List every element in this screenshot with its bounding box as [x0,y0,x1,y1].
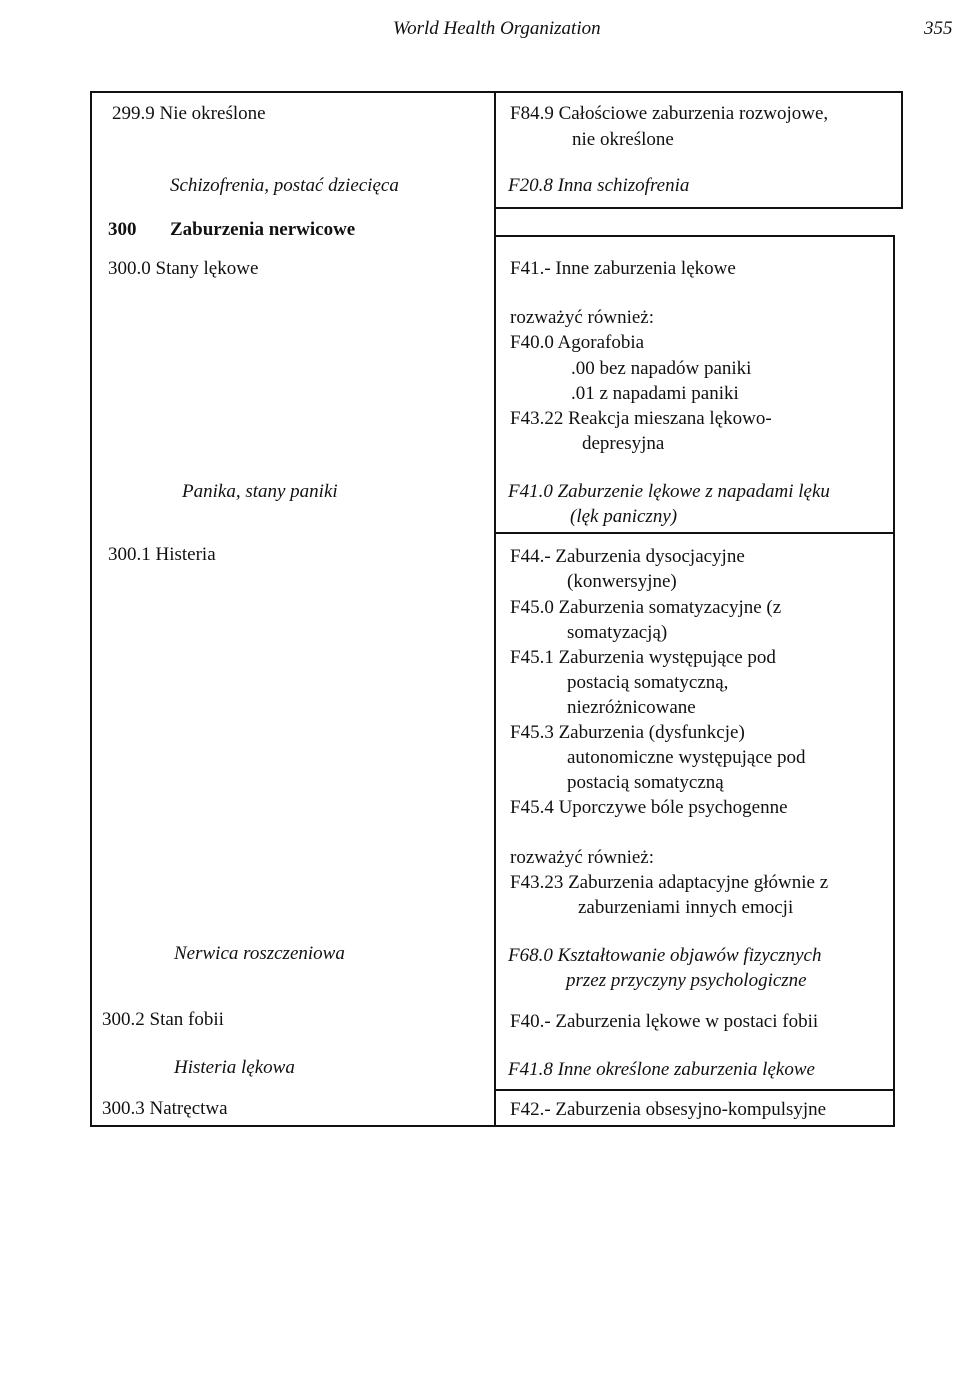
icd10-f45-1: F45.1 Zaburzenia występujące pod [510,647,776,668]
icd10-f41: F41.- Inne zaburzenia lękowe [510,258,736,279]
icd10-f84-9-cont: nie określone [572,129,674,150]
page-number: 355 [924,18,953,39]
icd10-f41-0: F41.0 Zaburzenie lękowe z napadami lęku [508,481,830,502]
icd10-f45-1-cont2: niezróżnicowane [567,697,696,718]
icd10-f42: F42.- Zaburzenia obsesyjno-kompulsyjne [510,1099,827,1120]
consider-also-1: rozważyć również: [510,307,655,328]
icd9-childhood-schizophrenia: Schizofrenia, postać dziecięca [170,175,399,196]
icd10-f43-22-cont: depresyjna [582,433,665,454]
table-right-border-bottom [893,236,895,1127]
table-center-divider [494,91,496,1127]
icd10-f45-0-cont: somatyzacją) [567,622,668,643]
icd10-f43-23: F43.23 Zaburzenia adaptacyjne głównie z [510,872,829,893]
icd10-f40-00: .00 bez napadów paniki [571,358,752,379]
icd10-f45-1-cont1: postacią somatyczną, [567,672,729,693]
icd10-f45-3-cont2: postacią somatyczną [567,772,724,793]
icd10-f41-8: F41.8 Inne określone zaburzenia lękowe [508,1059,815,1080]
icd9-300-2: 300.2 Stan fobii [102,1009,224,1030]
icd10-f40-01: .01 z napadami paniki [571,383,739,404]
row-divider-4 [494,1089,895,1091]
icd10-f40-0: F40.0 Agorafobia [510,332,645,353]
row-divider-2 [494,235,895,237]
row-divider-1 [494,207,903,209]
table-top-border [90,91,903,93]
row-divider-3 [494,532,895,534]
icd9-compensation-neurosis: Nerwica roszczeniowa [174,943,345,964]
icd10-f20-8: F20.8 Inna schizofrenia [508,175,690,196]
icd10-f45-4: F45.4 Uporczywe bóle psychogenne [510,797,788,818]
icd10-f45-3: F45.3 Zaburzenia (dysfunkcje) [510,722,745,743]
icd9-panic: Panika, stany paniki [182,481,338,502]
icd10-f84-9: F84.9 Całościowe zaburzenia rozwojowe, [510,103,829,124]
icd10-f41-0-cont: (lęk paniczny) [570,506,678,527]
icd10-f43-22: F43.22 Reakcja mieszana lękowo- [510,408,772,429]
icd10-f45-0: F45.0 Zaburzenia somatyzacyjne (z [510,597,782,618]
consider-also-2: rozważyć również: [510,847,655,868]
icd10-f44: F44.- Zaburzenia dysocjacyjne [510,546,745,567]
table-left-border [90,91,92,1127]
icd9-300-label: Zaburzenia nerwicowe [170,219,356,240]
icd9-anxiety-hysteria: Histeria lękowa [174,1057,295,1078]
icd10-f68-0: F68.0 Kształtowanie objawów fizycznych [508,945,822,966]
icd10-f68-0-cont: przez przyczyny psychologiczne [566,970,807,991]
icd9-300-0: 300.0 Stany lękowe [108,258,259,279]
icd10-f43-23-cont: zaburzeniami innych emocji [578,897,794,918]
running-header-title: World Health Organization [393,18,601,39]
icd10-f45-3-cont1: autonomiczne występujące pod [567,747,806,768]
icd10-f40: F40.- Zaburzenia lękowe w postaci fobii [510,1011,819,1032]
icd9-300-code: 300 [108,219,137,240]
table-right-border-top [901,91,903,208]
table-bottom-border [90,1125,895,1127]
icd9-299-9: 299.9 Nie określone [112,103,266,124]
icd9-300-3: 300.3 Natręctwa [102,1098,228,1119]
icd9-300-1: 300.1 Histeria [108,544,216,565]
icd10-f44-cont: (konwersyjne) [567,571,677,592]
